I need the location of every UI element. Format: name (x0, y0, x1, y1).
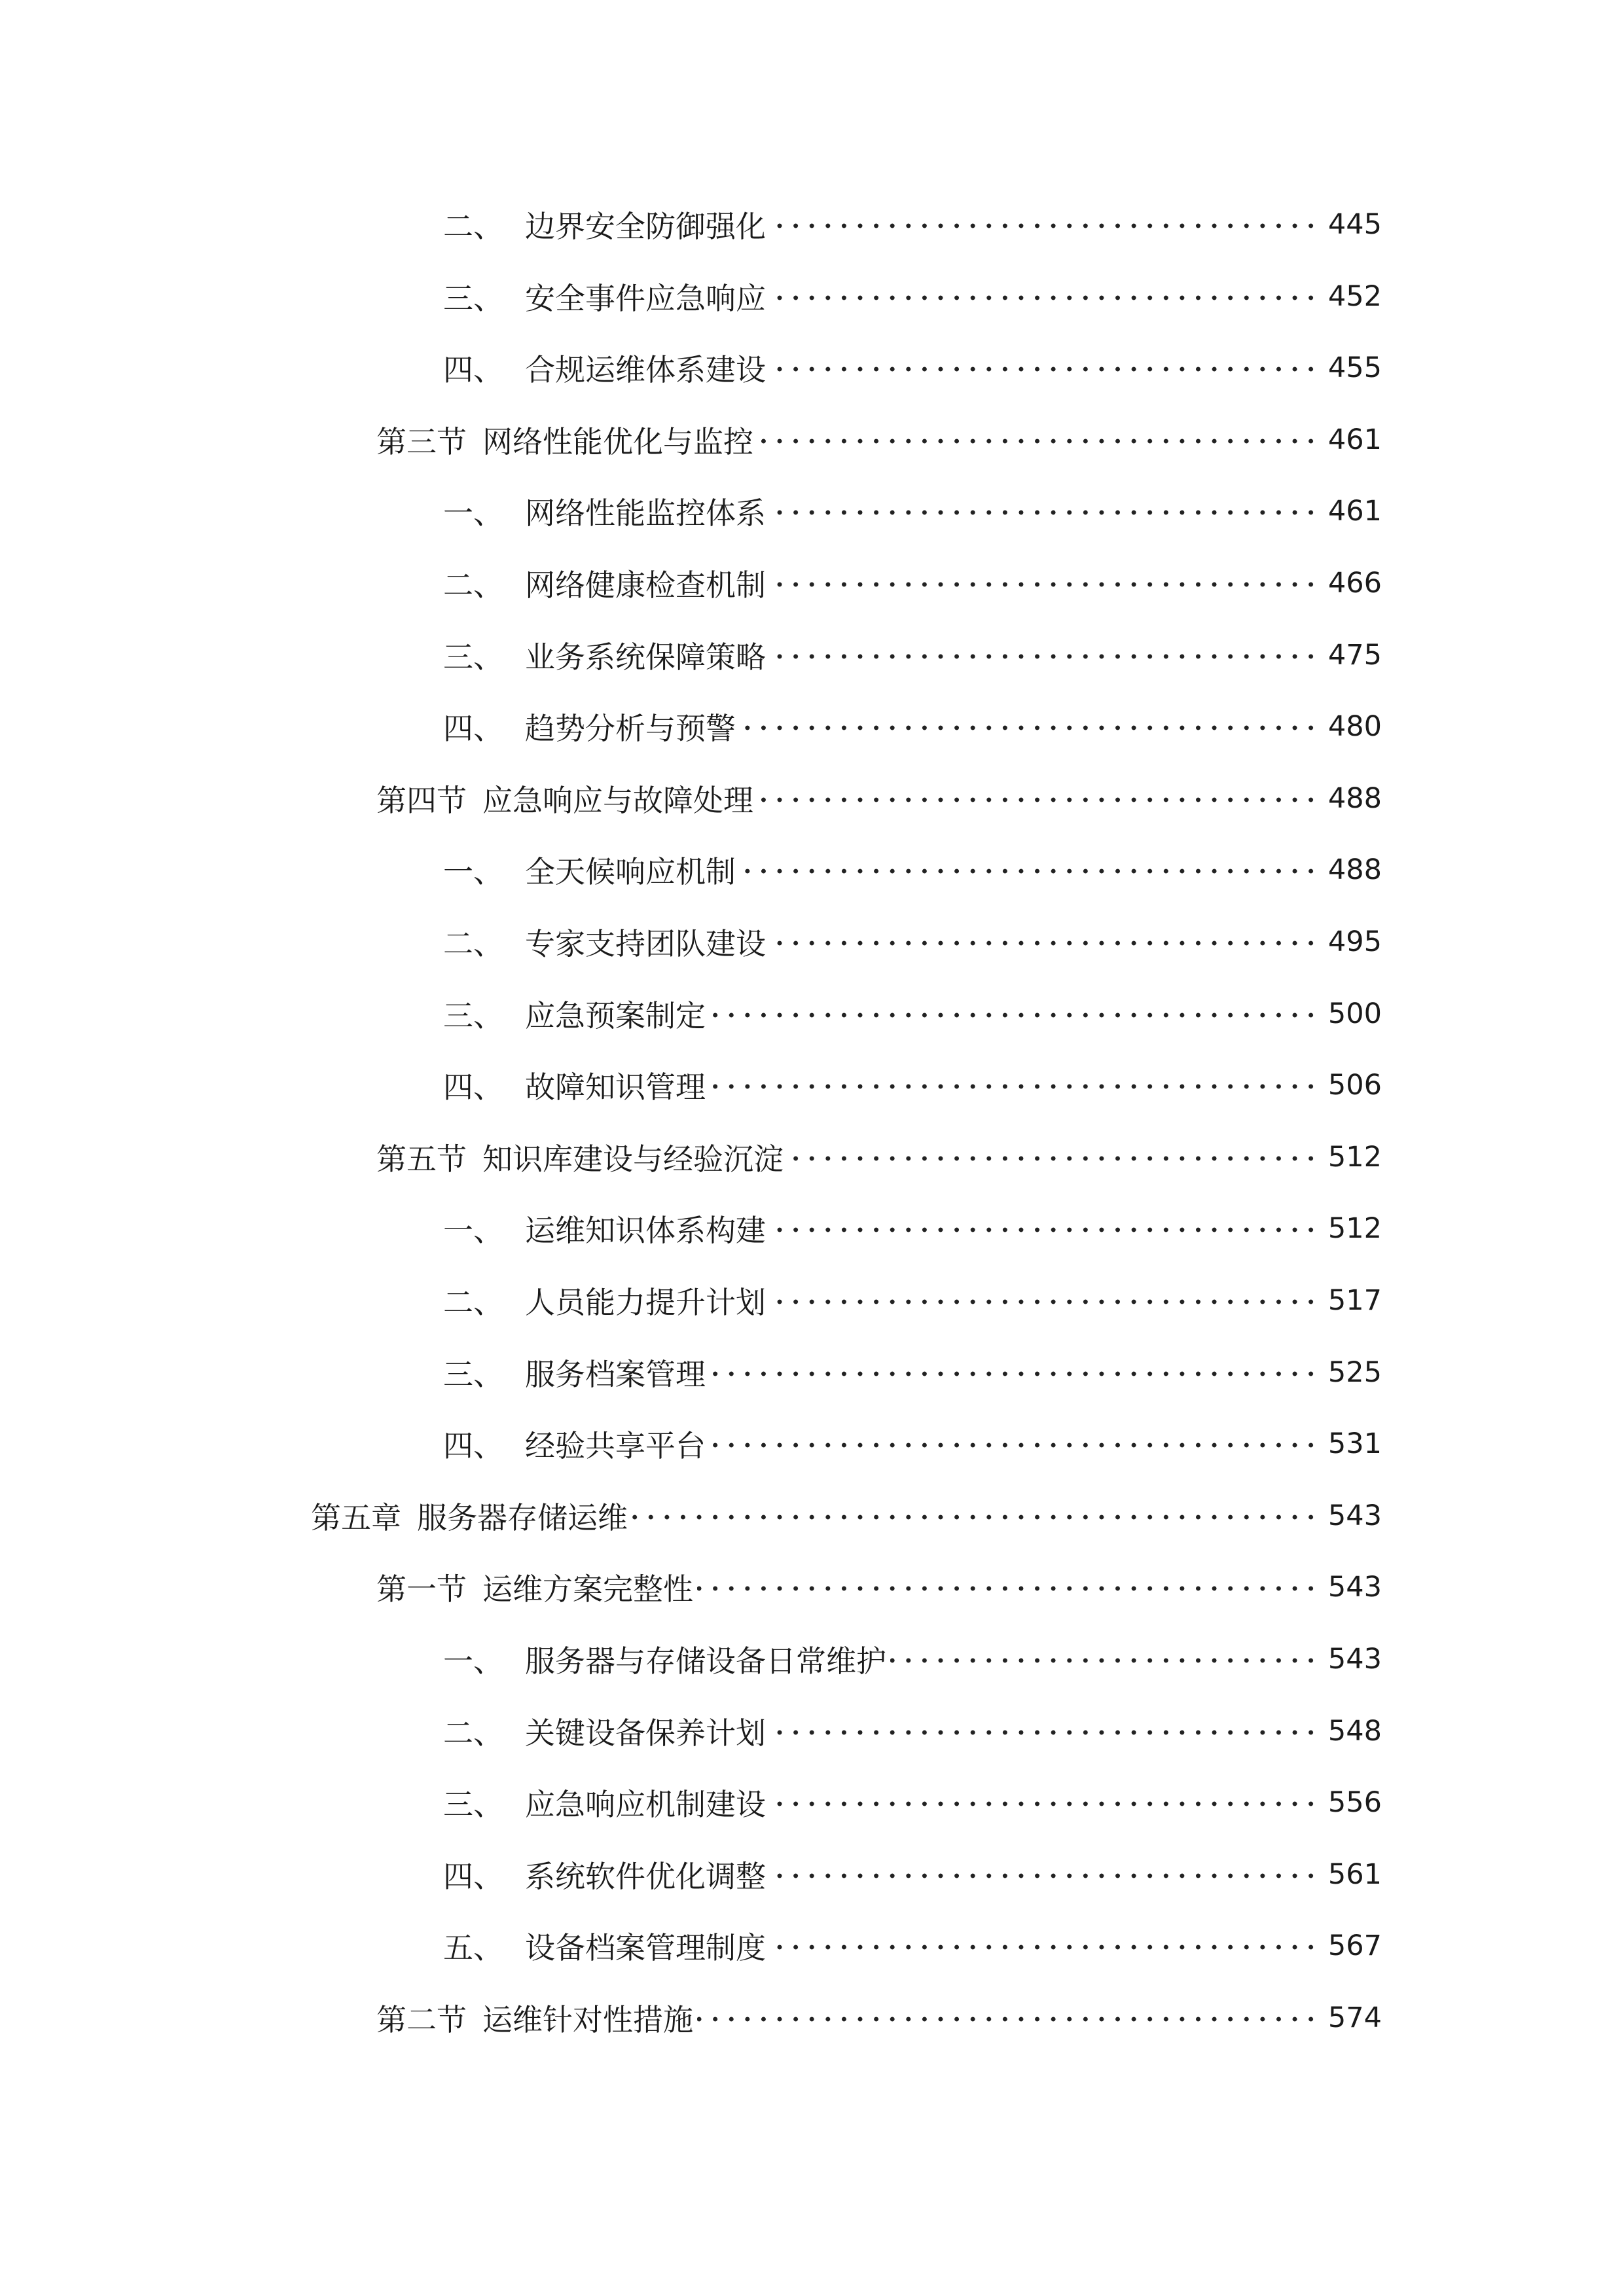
toc-entry[interactable] (376, 414, 1382, 466)
dot-leader (757, 426, 1319, 456)
toc-entry[interactable] (443, 557, 1382, 609)
toc-entry[interactable] (376, 1561, 1382, 1613)
toc-entry[interactable] (443, 1705, 1382, 1757)
toc-entry-page-number: 455 (1327, 351, 1382, 385)
toc-entry-title: 运维知识体系构建 (525, 1213, 766, 1249)
dot-leader (770, 283, 1319, 313)
dot-leader (770, 569, 1319, 600)
toc-entry-number: 第二节 (376, 2002, 467, 2037)
toc-entry-page-number: 517 (1327, 1284, 1382, 1317)
toc-entry-number: 一、 (443, 1643, 503, 1679)
dot-leader (740, 713, 1319, 743)
dot-leader (710, 1430, 1319, 1460)
toc-entry-page-number: 561 (1327, 1857, 1382, 1891)
toc-entry[interactable] (443, 1274, 1382, 1327)
dot-leader (770, 1287, 1319, 1317)
toc-entry-page-number: 567 (1327, 1929, 1382, 1963)
toc-entry-number: 四、 (443, 352, 503, 388)
toc-entry-page-number: 531 (1327, 1427, 1382, 1461)
toc-entry-title: 系统软件优化调整 (525, 1858, 766, 1894)
toc-entry-title: 知识库建设与经验沉淀 (482, 1141, 784, 1177)
toc-entry-number: 四、 (443, 1069, 503, 1105)
toc-entry-page-number: 512 (1327, 1140, 1382, 1174)
toc-entry-title: 运维针对性措施 (482, 2002, 693, 2037)
toc-entry-title: 设备档案管理制度 (525, 1930, 766, 1966)
dot-leader (770, 1215, 1319, 1245)
toc-entry-title: 故障知识管理 (525, 1069, 706, 1105)
toc-entry[interactable] (443, 1848, 1382, 1901)
toc-entry[interactable] (443, 700, 1382, 753)
toc-entry[interactable] (376, 772, 1382, 825)
toc-entry-page-number: 512 (1327, 1212, 1382, 1246)
toc-entry-title: 运维方案完整性 (482, 1571, 693, 1607)
toc-entry-page-number: 556 (1327, 1786, 1382, 1820)
toc-entry-number: 四、 (443, 1428, 503, 1464)
toc-entry[interactable] (443, 1776, 1382, 1829)
toc-entry-number: 三、 (443, 280, 503, 316)
toc-entry[interactable] (443, 1202, 1382, 1255)
toc-entry-title: 边界安全防御强化 (525, 209, 766, 244)
toc-entry-page-number: 495 (1327, 925, 1382, 958)
toc-entry-number: 第五章 (311, 1499, 401, 1535)
dot-leader (757, 785, 1319, 815)
toc-entry[interactable] (443, 270, 1382, 323)
dot-leader (770, 641, 1319, 672)
toc-entry-page-number: 488 (1327, 781, 1382, 815)
toc-entry-number: 二、 (443, 209, 503, 244)
toc-entry-page-number: 452 (1327, 279, 1382, 313)
toc-entry-number: 四、 (443, 711, 503, 747)
toc-entry[interactable] (376, 1992, 1382, 2044)
toc-entry-number: 一、 (443, 1213, 503, 1249)
dot-leader (770, 354, 1319, 384)
toc-entry-number: 二、 (443, 1715, 503, 1751)
toc-entry-page-number: 500 (1327, 997, 1382, 1030)
toc-entry[interactable] (443, 844, 1382, 896)
toc-entry-page-number: 543 (1327, 1643, 1382, 1676)
toc-entry[interactable] (443, 1633, 1382, 1685)
dot-leader (770, 1861, 1319, 1891)
dot-leader (770, 928, 1319, 958)
toc-entry-title: 服务器存储运维 (417, 1499, 628, 1535)
toc-entry-page-number: 475 (1327, 638, 1382, 672)
toc-entry[interactable] (443, 485, 1382, 537)
toc-entry-title: 趋势分析与预警 (525, 711, 736, 747)
toc-entry-title: 服务档案管理 (525, 1356, 706, 1392)
toc-entry-number: 第三节 (376, 423, 467, 459)
toc-entry-title: 应急响应机制建设 (525, 1787, 766, 1823)
dot-leader (710, 1071, 1319, 1102)
toc-entry-number: 五、 (443, 1930, 503, 1966)
toc-entry-number: 三、 (443, 997, 503, 1033)
toc-entry-number: 二、 (443, 926, 503, 961)
dot-leader (787, 1143, 1319, 1174)
toc-entry-number: 二、 (443, 1285, 503, 1320)
toc-entry[interactable] (443, 629, 1382, 681)
toc-entry-page-number: 461 (1327, 495, 1382, 528)
toc-entry[interactable] (443, 1418, 1382, 1470)
toc-entry[interactable] (443, 1059, 1382, 1111)
dot-leader (697, 1573, 1319, 1604)
toc-entry-page-number: 543 (1327, 1499, 1382, 1532)
toc-entry-page-number: 488 (1327, 853, 1382, 887)
toc-entry-number: 三、 (443, 1787, 503, 1823)
toc-entry[interactable] (376, 1131, 1382, 1183)
toc-entry-title: 全天候响应机制 (525, 854, 736, 890)
toc-entry[interactable] (443, 342, 1382, 394)
toc-entry-number: 三、 (443, 1356, 503, 1392)
dot-leader (770, 1717, 1319, 1748)
toc-entry-number: 第四节 (376, 782, 467, 818)
toc-entry-page-number: 525 (1327, 1355, 1382, 1389)
dot-leader (710, 1359, 1319, 1389)
toc-entry-title: 安全事件应急响应 (525, 280, 766, 316)
toc-entry-title: 人员能力提升计划 (525, 1285, 766, 1320)
dot-leader (770, 211, 1319, 241)
toc-entry-page-number: 548 (1327, 1714, 1382, 1748)
toc-entry[interactable] (443, 1920, 1382, 1972)
toc-entry-page-number: 445 (1327, 208, 1382, 241)
dot-leader (697, 2004, 1319, 2034)
dot-leader (740, 856, 1319, 886)
toc-entry[interactable] (443, 198, 1382, 251)
toc-entry[interactable] (311, 1490, 1382, 1542)
toc-entry-title: 应急响应与故障处理 (482, 782, 753, 818)
dot-leader (770, 497, 1319, 528)
toc-entry[interactable] (443, 916, 1382, 968)
dot-leader (770, 1789, 1319, 1819)
toc-entry-title: 网络性能监控体系 (525, 495, 766, 531)
toc-entry-number: 二、 (443, 567, 503, 603)
toc-entry-title: 合规运维体系建设 (525, 352, 766, 388)
toc-entry-title: 业务系统保障策略 (525, 639, 766, 675)
toc-entry-title: 经验共享平台 (525, 1428, 706, 1464)
toc-entry-number: 三、 (443, 639, 503, 675)
dot-leader (632, 1502, 1319, 1532)
dot-leader (890, 1645, 1319, 1676)
toc-entry-page-number: 461 (1327, 423, 1382, 456)
toc-entry-number: 第一节 (376, 1571, 467, 1607)
toc-entry[interactable] (443, 1346, 1382, 1399)
toc-entry-title: 关键设备保养计划 (525, 1715, 766, 1751)
toc-entry-number: 一、 (443, 495, 503, 531)
toc-entry-title: 服务器与存储设备日常维护 (525, 1643, 886, 1679)
toc-entry-page-number: 543 (1327, 1571, 1382, 1604)
toc-entry-page-number: 574 (1327, 2001, 1382, 2034)
toc-entry-title: 网络健康检查机制 (525, 567, 766, 603)
toc-entry-number: 一、 (443, 854, 503, 890)
toc-entry-title: 应急预案制定 (525, 997, 706, 1033)
toc-entry-page-number: 480 (1327, 710, 1382, 744)
toc-entry-number: 第五节 (376, 1141, 467, 1177)
toc-entry[interactable] (443, 988, 1382, 1040)
toc-entry-title: 专家支持团队建设 (525, 926, 766, 961)
dot-leader (710, 1000, 1319, 1030)
toc-entry-number: 四、 (443, 1858, 503, 1894)
dot-leader (770, 1932, 1319, 1962)
toc-entry-page-number: 506 (1327, 1069, 1382, 1102)
toc-entry-title: 网络性能优化与监控 (482, 423, 753, 459)
toc-entry-page-number: 466 (1327, 567, 1382, 600)
